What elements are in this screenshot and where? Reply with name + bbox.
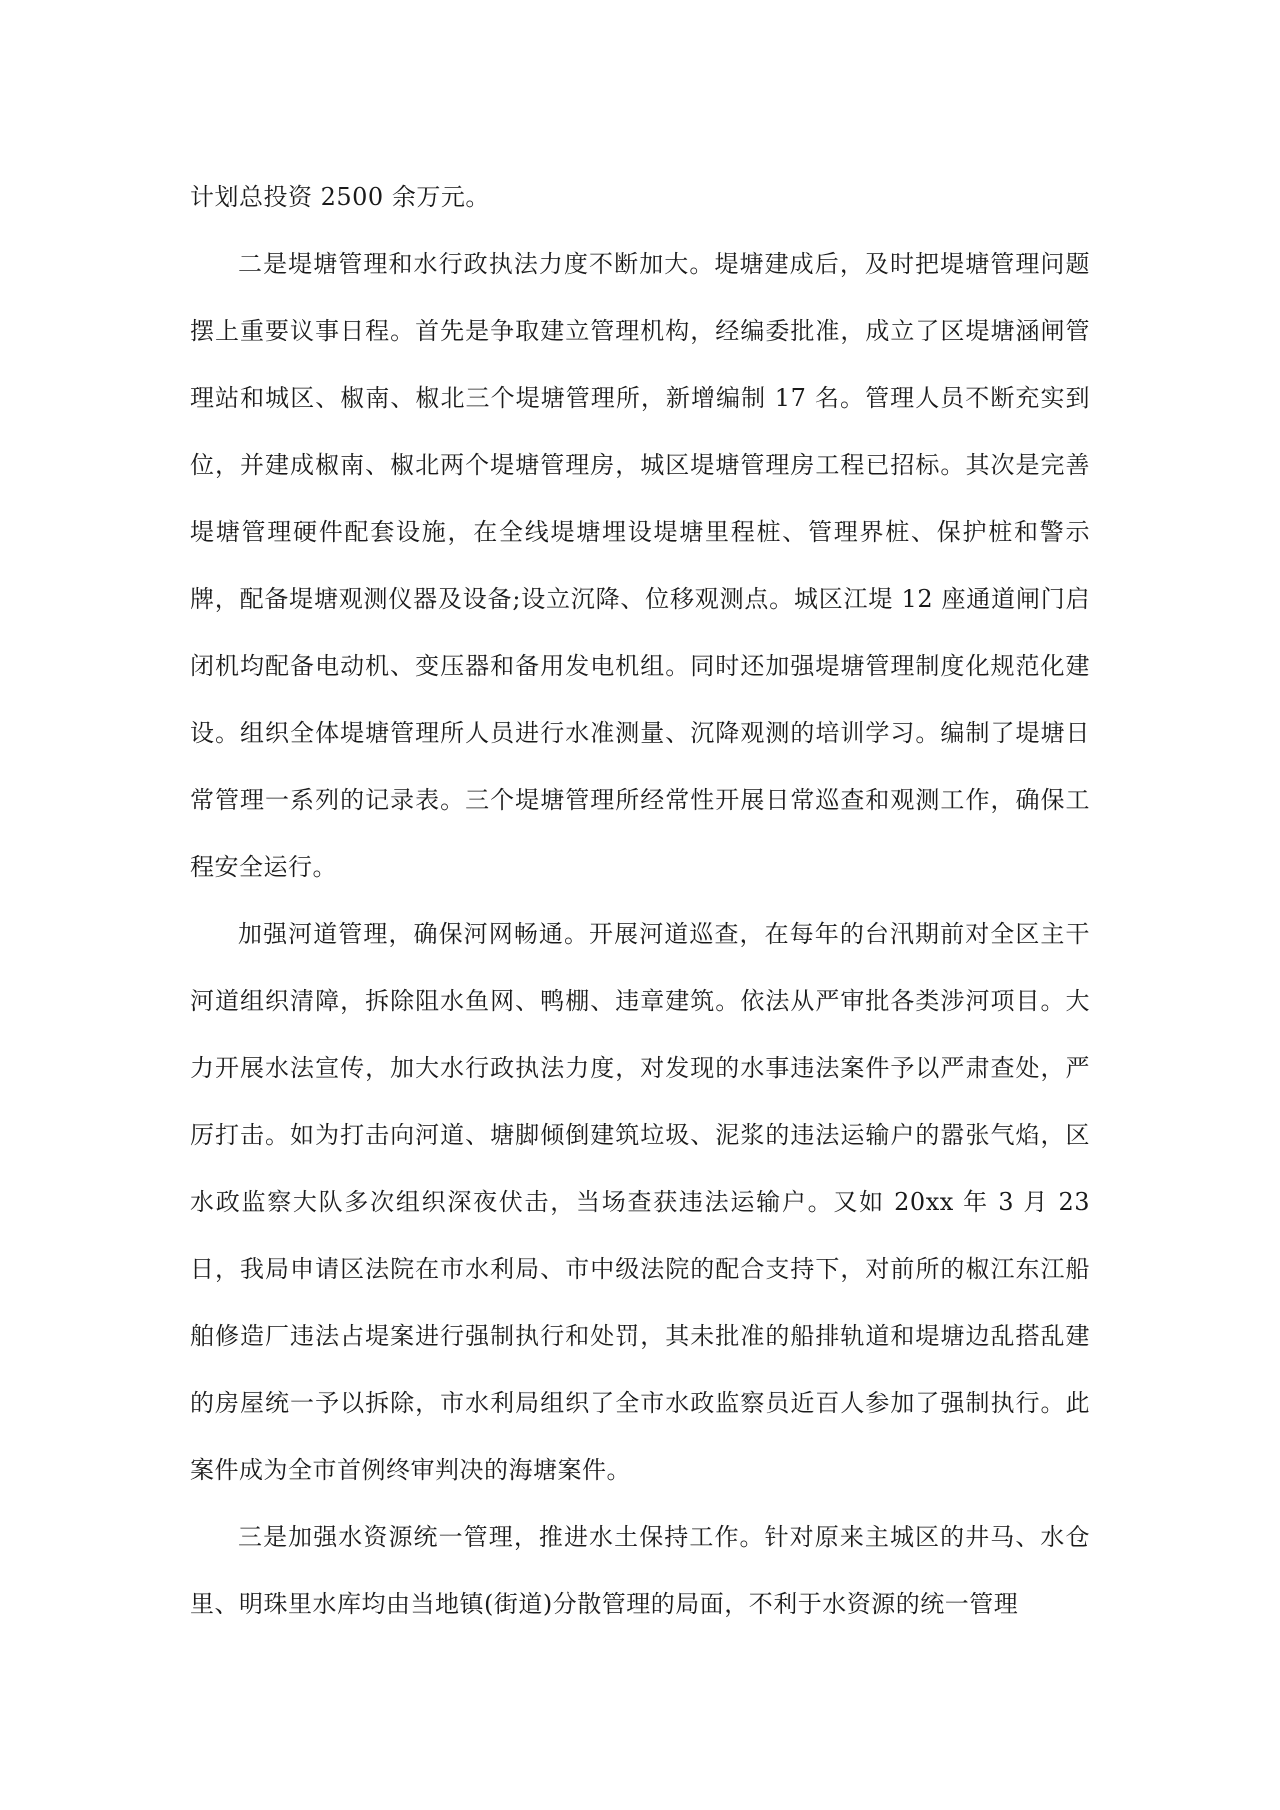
document-body bbox=[190, 164, 1090, 1638]
paragraph-2: 二是堤塘管理和水行政执法力度不断加大。堤塘建成后，及时把堤塘管理问题摆上重要议事日程。首先是争取建立管理机构，经编委批准，成立了区堤塘涵闸管理站和城区、椒南、椒北三个堤塘管理所，新增编制 17 名。管理人员不断充实到位，并建成椒南、椒北两个堤塘管理房，城区堤塘管理房工程已招标。其次是完善堤塘管理硬件配套设施，在全线堤塘埋设堤塘里程桩、管理界桩、保护桩和警示牌，配备堤塘观测仪器及设备;设立沉降、位移观测点。城区江堤 12 座通道闸门启闭机均配备电动机、变压器和备用发电机组。同时还加强堤塘管理制度化规范化建设。组织全体堤塘管理所人员进行水准测量、沉降观测的培训学习。编制了堤塘日常管理一系列的记录表。三个堤塘管理所经常性开展日常巡查和观测工作，确保工程安全运行。 bbox=[190, 250, 1090, 881]
paragraph-4: 三是加强水资源统一管理，推进水土保持工作。针对原来主城区的井马、水仓里、明珠里水库均由当地镇(街道)分散管理的局面，不利于水资源的统一管理 bbox=[190, 1523, 1090, 1618]
paragraph-3: 加强河道管理，确保河网畅通。开展河道巡查，在每年的台汛期前对全区主干河道组织清障，拆除阻水鱼网、鸭棚、违章建筑。依法从严审批各类涉河项目。大力开展水法宣传，加大水行政执法力度，对发现的水事违法案件予以严肃查处，严厉打击。如为打击向河道、塘脚倾倒建筑垃圾、泥浆的违法运输户的嚣张气焰，区水政监察大队多次组织深夜伏击，当场查获违法运输户。又如 20xx 年 3 月 23 日，我局申请区法院在市水利局、市中级法院的配合支持下，对前所的椒江东江船舶修造厂违法占堤案进行强制执行和处罚，其未批准的船排轨道和堤塘边乱搭乱建的房屋统一予以拆除，市水利局组织了全市水政监察员近百人参加了强制执行。此案件成为全市首例终审判决的海塘案件。 bbox=[190, 920, 1090, 1484]
paragraph-1: 计划总投资 2500 余万元。 bbox=[190, 183, 490, 211]
